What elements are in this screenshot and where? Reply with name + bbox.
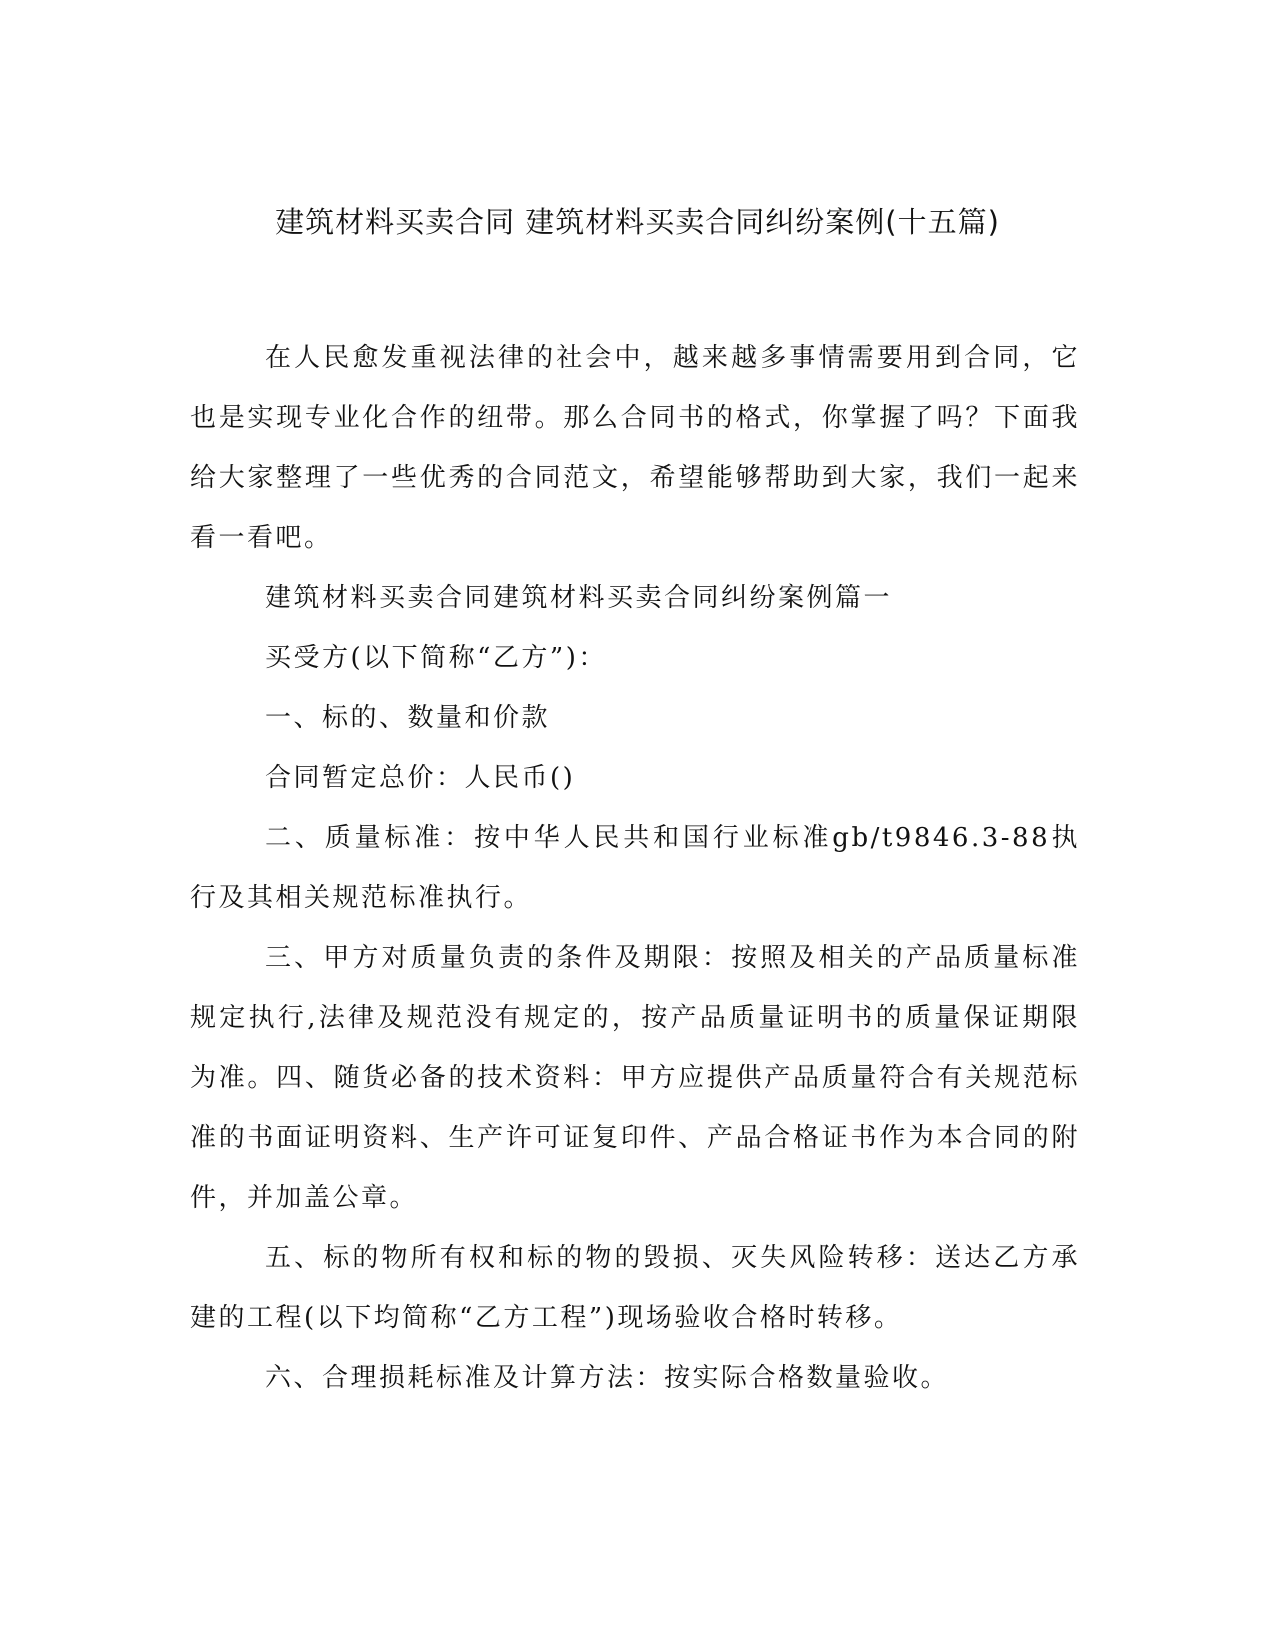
paragraph-clause-6: 六、合理损耗标准及计算方法：按实际合格数量验收。 [265,1363,950,1393]
paragraph-clause-2: 二、质量标准：按中华人民共和国行业标准gb/t9846.3-88执行及其相关规范标准执行。 [190,823,1080,913]
paragraph-clause-1: 一、标的、数量和价款 [265,703,551,733]
paragraph-clause-3-4: 三、甲方对质量负责的条件及期限：按照及相关的产品质量标准规定执行,法律及规范没有规定的，按产品质量证明书的质量保证期限为准。四、随货必备的技术资料：甲方应提供产品质量符合有关规范标准的书面证明资料、生产许可证复印件、产品合格证书作为本合同的附件，并加盖公章。 [190,943,1080,1213]
document-title: 建筑材料买卖合同 建筑材料买卖合同纠纷案例(十五篇) [275,205,1000,239]
document-body [190,328,1080,1408]
paragraph-clause-5: 五、标的物所有权和标的物的毁损、灭失风险转移：送达乙方承建的工程(以下均简称“乙方工程”)现场验收合格时转移。 [190,1243,1080,1333]
paragraph-buyer: 买受方(以下简称“乙方”)： [265,643,607,673]
paragraph-section-heading: 建筑材料买卖合同建筑材料买卖合同纠纷案例篇一 [265,583,893,613]
paragraph-total-price: 合同暂定总价：人民币() [265,763,576,793]
paragraph-intro: 在人民愈发重视法律的社会中，越来越多事情需要用到合同，它也是实现专业化合作的纽带。那么合同书的格式，你掌握了吗？下面我给大家整理了一些优秀的合同范文，希望能够帮助到大家，我们一起来看一看吧。 [190,343,1080,553]
